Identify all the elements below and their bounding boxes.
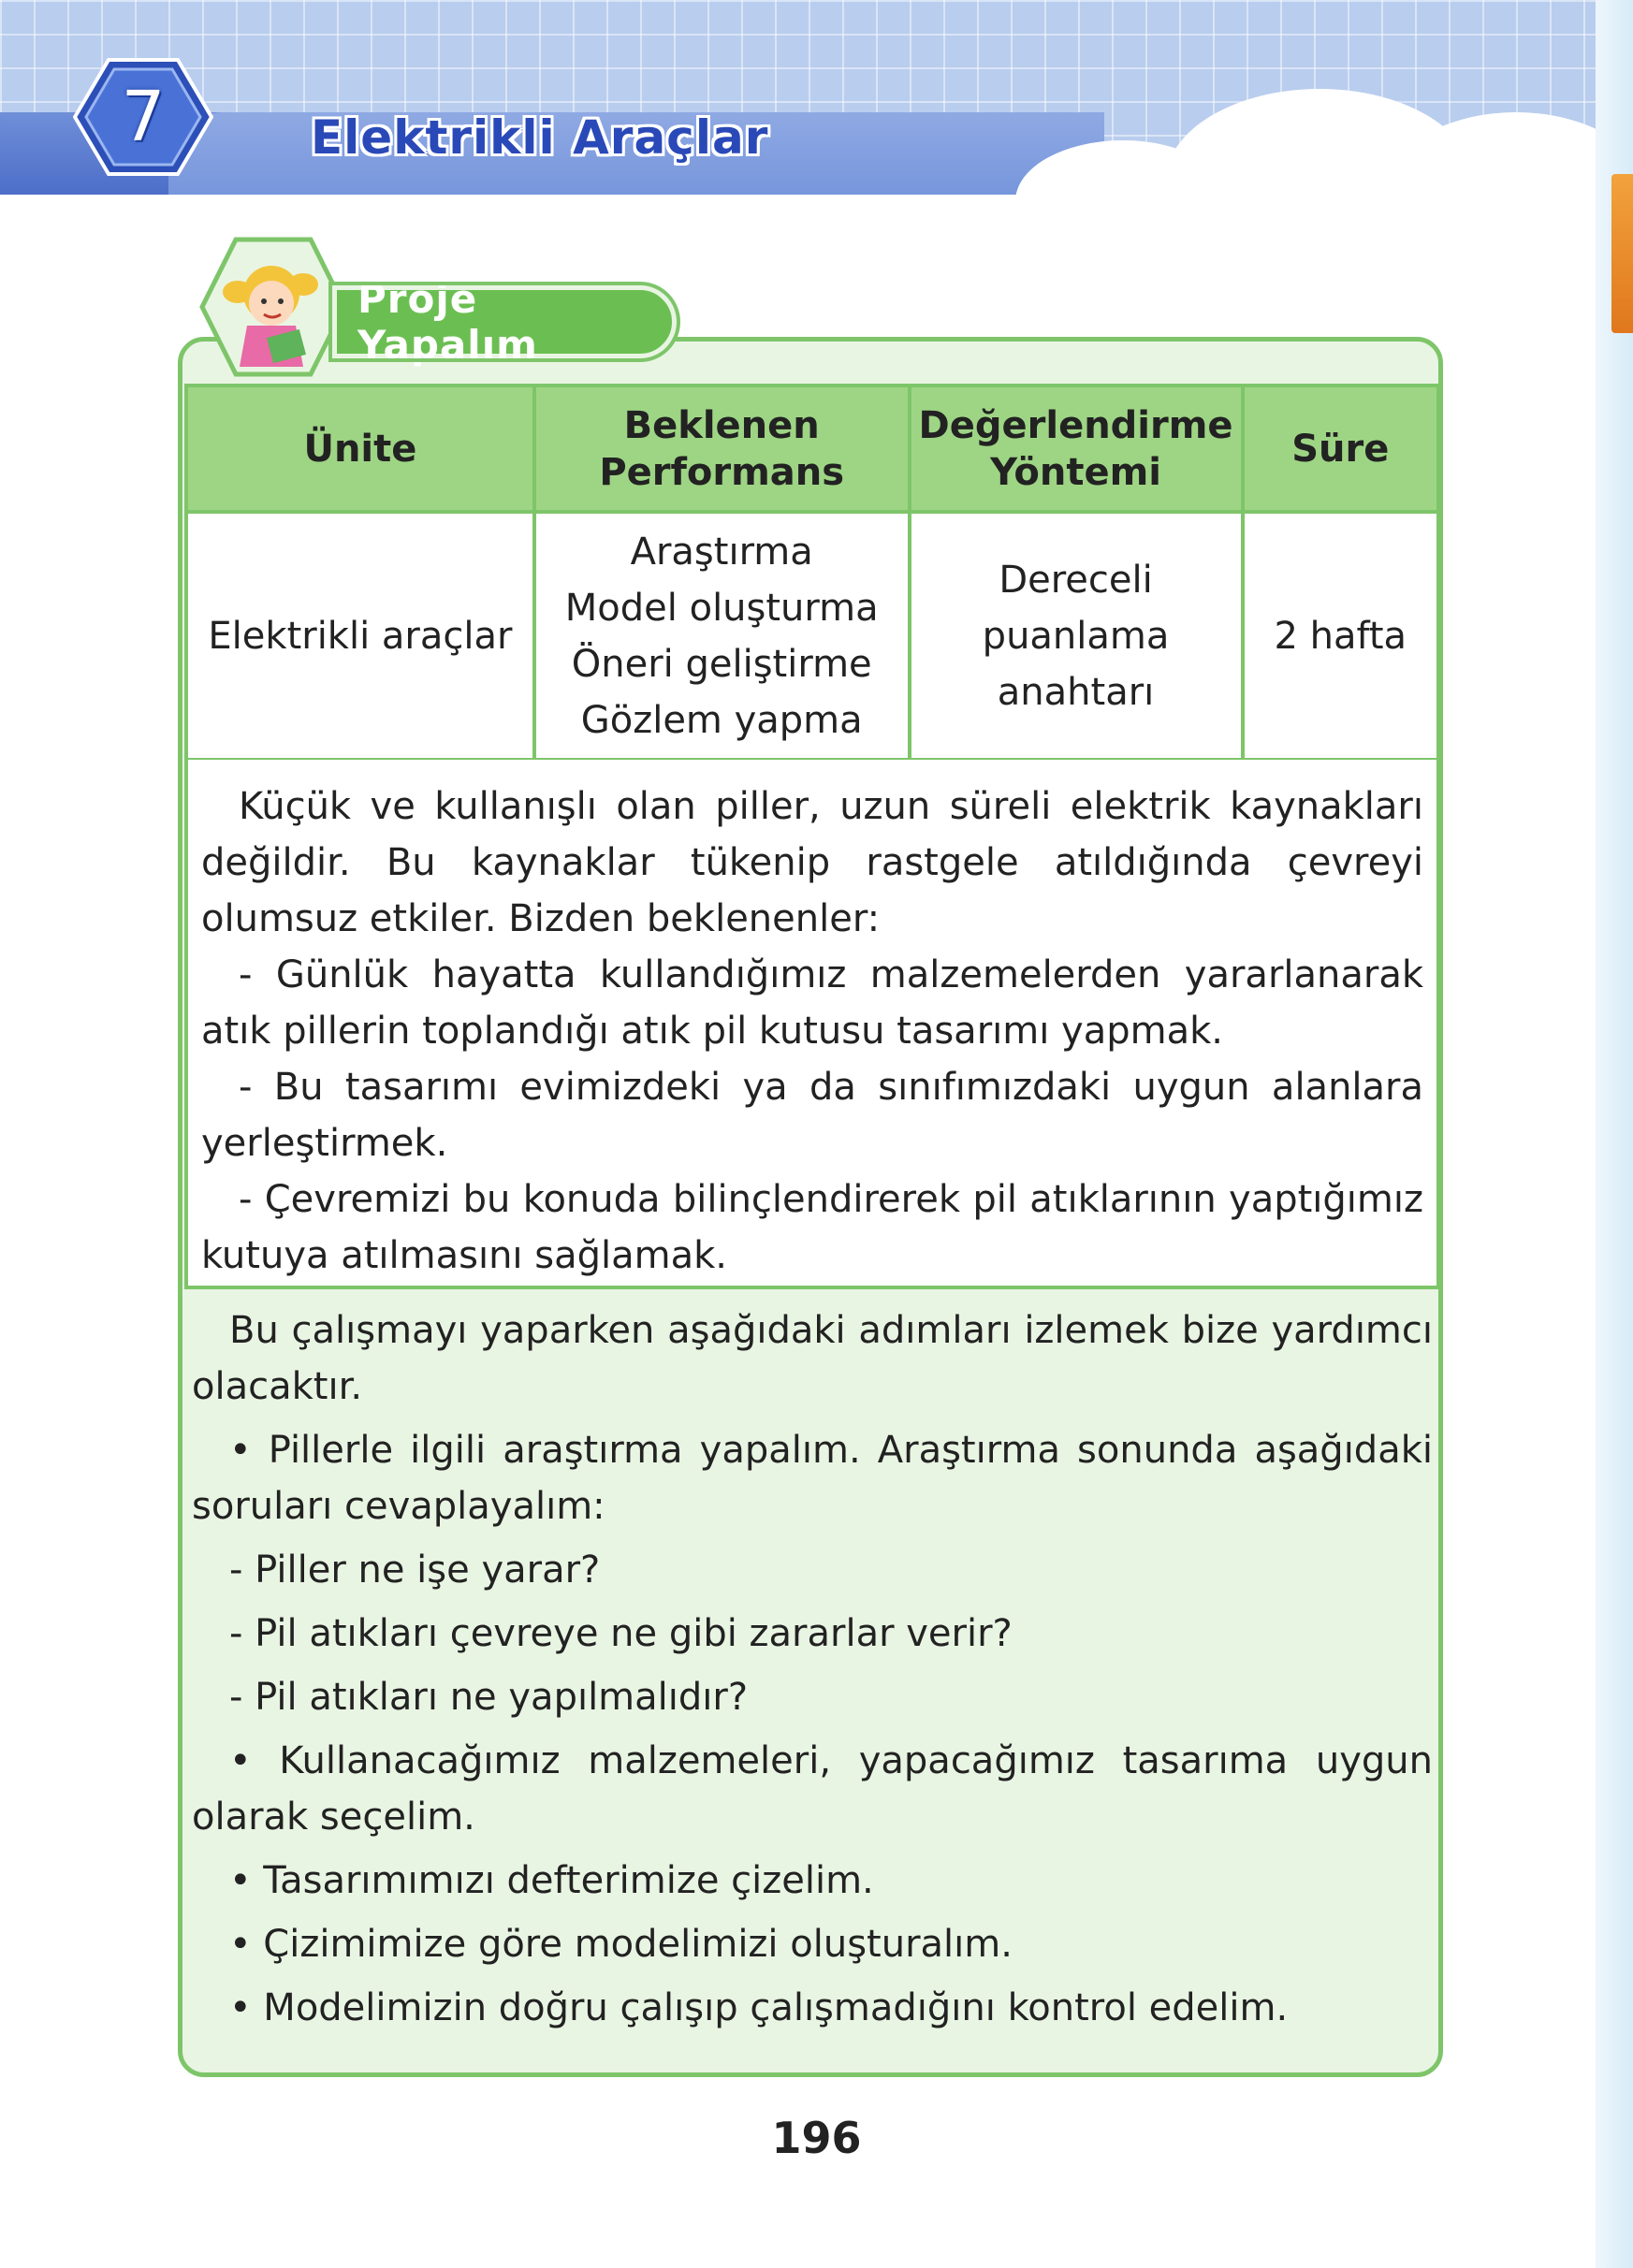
header-unit: Ünite — [186, 385, 534, 512]
chapter-tab-marker — [1611, 174, 1633, 333]
header-evaluation-method: Değerlendirme Yöntemi — [910, 385, 1243, 512]
page-number: 196 — [771, 2113, 862, 2163]
project-tag-label: Proje Yapalım — [332, 285, 677, 358]
table-row — [186, 512, 1438, 760]
cell-unit: Elektrikli araçlar — [186, 512, 534, 760]
step-bullet: • Pillerle ilgili araştırma yapalım. Araştırma sonunda aşağıdaki soruları cevaplayalım: — [192, 1429, 1433, 1528]
description-item: - Çevremizi bu konuda bilinçlendirerek pil atıklarının yaptığımız kutuya atılmasını sağlamak. — [201, 1178, 1423, 1277]
cell-evaluation: Dereceli puanlama anahtarı — [910, 512, 1243, 760]
step-question: - Piller ne işe yarar? — [229, 1548, 601, 1592]
cell-performance: Araştırma Model oluşturma Öneri geliştirme Gözlem yapma — [534, 512, 910, 760]
header-white-area — [0, 195, 1596, 213]
unit-number: 7 — [121, 77, 166, 157]
steps-intro: Bu çalışmayı yaparken aşağıdaki adımları izlemek bize yardımcı olacaktır. — [192, 1309, 1433, 1408]
step-bullet: • Kullanacağımız malzemeleri, yapacağımız tasarıma uygun olarak seçelim. — [192, 1739, 1433, 1839]
description-intro: Küçük ve kullanışlı olan piller, uzun süreli elektrik kaynakları değildir. Bu kaynaklar tükenip rastgele atıldığında çevreyi olumsuz etkiler. Bizden beklenenler: — [201, 785, 1423, 940]
header-expected-performance: Beklenen Performans — [534, 385, 910, 512]
table-header-row — [186, 385, 1438, 512]
project-description-box — [184, 760, 1440, 1289]
step-bullet: • Tasarımımızı defterimize çizelim. — [229, 1859, 874, 1902]
project-steps — [192, 1302, 1433, 2036]
description-item: - Günlük hayatta kullandığımız malzemelerden yararlanarak atık pillerin toplandığı atık pil kutusu tasarımı yapmak. — [201, 953, 1423, 1053]
description-item: - Bu tasarımı evimizdeki ya da sınıfımızdaki uygun alanlara yerleştirmek. — [201, 1066, 1423, 1165]
step-bullet: • Çizimimize göre modelimizi oluşturalım. — [229, 1923, 1013, 1966]
project-info-table — [184, 384, 1440, 762]
girl-reading-illustration-icon — [198, 236, 348, 378]
header-duration: Süre — [1243, 385, 1438, 512]
page-edge-strip — [1596, 0, 1633, 2268]
step-question: - Pil atıkları çevreye ne gibi zararlar verir? — [229, 1612, 1013, 1655]
step-bullet: • Modelimizin doğru çalışıp çalışmadığını kontrol edelim. — [229, 1986, 1289, 2029]
unit-title: Elektrikli Araçlar — [311, 110, 769, 165]
step-question: - Pil atıkları ne yapılmalıdır? — [229, 1676, 749, 1719]
cell-duration: 2 hafta — [1243, 512, 1438, 760]
